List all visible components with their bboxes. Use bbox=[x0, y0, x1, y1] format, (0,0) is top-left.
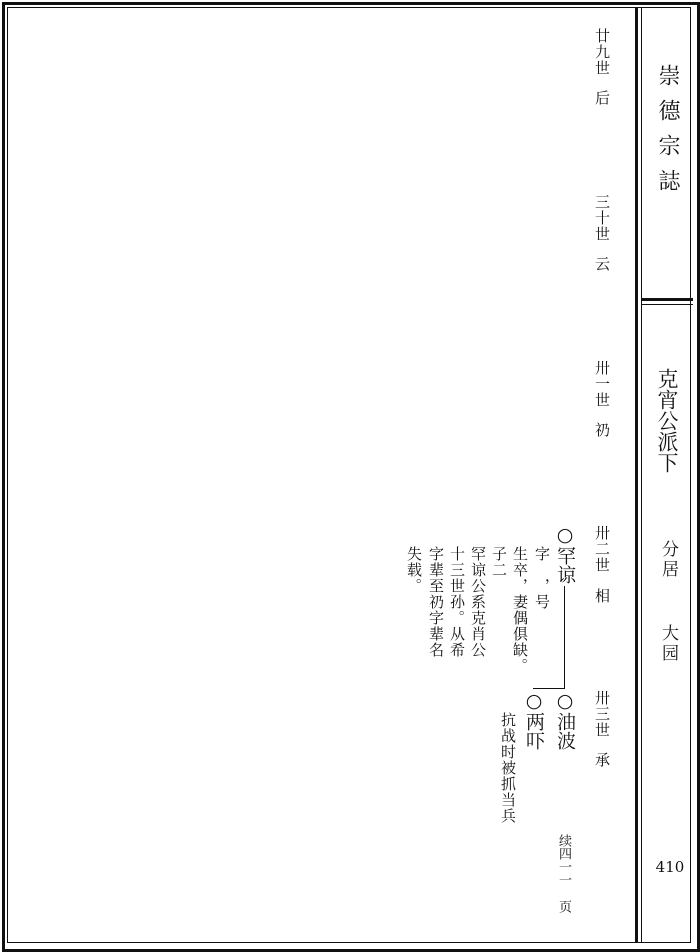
location-name: 大园 bbox=[658, 624, 678, 664]
person-note: 抗战时被抓当兵 bbox=[499, 712, 517, 824]
page-number: 410 bbox=[655, 858, 685, 876]
lineage-line bbox=[533, 688, 565, 689]
generation-label: 廿九世 bbox=[593, 28, 611, 76]
person-note: 生卒，妻偶俱缺。 bbox=[511, 546, 529, 674]
book-title: 崇德宗誌 bbox=[655, 64, 680, 204]
generation-label: 卅三世 bbox=[593, 690, 611, 738]
lineage-line bbox=[564, 586, 565, 688]
generation-label: 卅一世 bbox=[593, 360, 611, 408]
sidebar-rule-thin bbox=[641, 304, 693, 305]
person-name: ○罕谅 bbox=[554, 524, 576, 584]
page-border-inner bbox=[7, 7, 691, 943]
branch-title: 克宵公派下 bbox=[655, 368, 679, 473]
person-name: ○油波 bbox=[554, 690, 576, 750]
person-note: 子二 bbox=[490, 546, 508, 578]
person-note: 字 ，号 bbox=[533, 546, 551, 610]
generation-char: 云 bbox=[593, 256, 611, 272]
sidebar-divider-thin bbox=[641, 7, 642, 943]
generation-label: 卅二世 bbox=[593, 525, 611, 573]
generation-char: 礽 bbox=[593, 422, 611, 438]
generation-char: 承 bbox=[593, 752, 611, 768]
generation-label: 三十世 bbox=[593, 194, 611, 242]
sidebar-rule-thick bbox=[641, 298, 693, 301]
generation-char: 后 bbox=[593, 90, 611, 106]
sidebar-divider-thick bbox=[635, 7, 638, 943]
location-label: 分居 bbox=[658, 540, 678, 580]
continuation-note: 页 bbox=[556, 900, 571, 913]
person-note: 罕谅公系克肖公 bbox=[469, 546, 487, 658]
generation-char: 相 bbox=[593, 588, 611, 604]
person-note: 十三世孙。从希 bbox=[448, 546, 466, 658]
person-name: ○两吓 bbox=[523, 690, 545, 750]
continuation-note: 续四一一 bbox=[556, 834, 571, 886]
person-note: 失载。 bbox=[405, 546, 423, 594]
person-note: 字辈至礽字辈名 bbox=[427, 546, 445, 658]
